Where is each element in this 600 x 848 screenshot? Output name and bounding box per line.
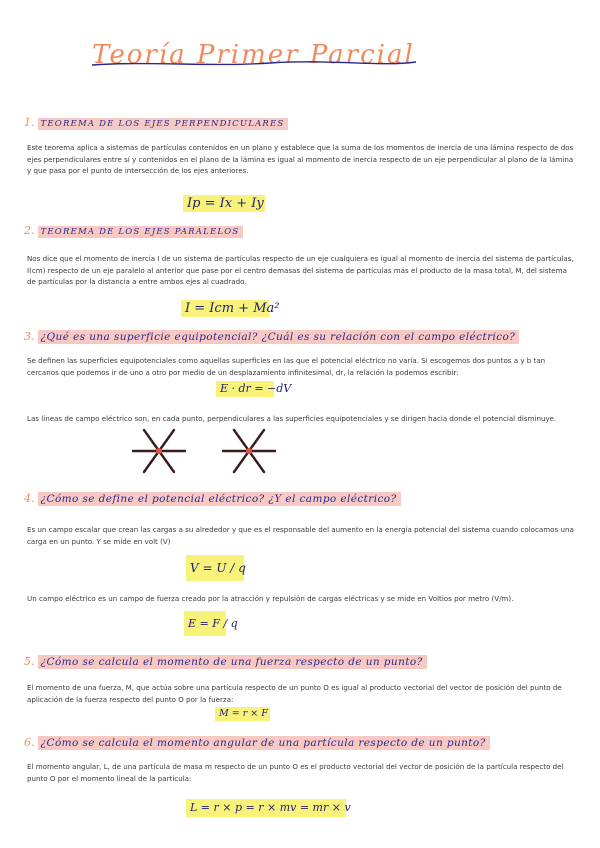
section-3-paragraph: Se definen las superficies equipotenciales como aquellas superficies en las que el potencial eléctrico no varía. Si escogemos dos puntos a y b tan cercanos que podemos ir de uno a otro por medio de un desplazamiento infinitesimal, dr, la relación la podemos escribir: xyxy=(27,356,546,377)
section-title: TEOREMA DE LOS EJES PERPENDICULARES xyxy=(38,118,289,130)
formula-equipotential: E · dr = −dV xyxy=(216,381,274,397)
formula-angular-momentum: L = r × p = r × mv = mr × v xyxy=(186,799,346,817)
section-6-heading xyxy=(24,736,490,752)
formula-perpendicular-axes: Ip = Ix + Iy xyxy=(183,195,265,212)
section-3-paragraph-2: Las líneas de campo eléctrico son, en cada punto, perpendiculares a las superficies equipotenciales y se dirigen hacia donde el potencial disminuye. xyxy=(27,414,557,423)
section-6-paragraph: El momento angular, L, de una partícula de masa m respecto de un punto O es el producto vectorial del vector de posición de la partícula respecto del punto O por el momento lineal de la partícula: xyxy=(27,762,564,783)
section-1-paragraph: Este teorema aplica a sistemas de partículas contenidos en un plano y establece que la suma de los momentos de inercia de una lámina respecto de dos ejes perpendiculares entre sí y contenidos en el plano de la lámina es igual al momento de inercia respecto de un eje perpendicular al plano de la lámina y que pasa por el punto de intersección de los ejes anteriores. xyxy=(27,143,574,175)
section-number: 5. xyxy=(24,655,35,668)
formula-parallel-axes: I = Icm + Ma² xyxy=(181,300,269,317)
formula-electric-potential: V = U / q xyxy=(186,555,244,581)
section-number: 1. xyxy=(24,116,35,129)
section-1-heading xyxy=(24,116,288,132)
section-2-paragraph: Nos dice que el momento de inercia I de un sistema de partículas respecto de un eje cualquiera es igual al momento de inercia del sistema de partículas, I(cm) respecto de un eje paralelo al anterior que pase por el centro demasas del sistema de partículas más el producto de la masa total, M, del sistema de partículas por la distancia a entre ambos ejes al cuadrado. xyxy=(27,254,574,286)
page-title: Teoría Primer Parcial xyxy=(92,40,415,70)
section-number: 6. xyxy=(24,736,35,749)
section-5-heading xyxy=(24,655,427,671)
title-strike-decoration xyxy=(90,55,420,75)
section-number: 4. xyxy=(24,492,35,505)
section-3-heading xyxy=(24,330,519,346)
field-lines-diagram-left xyxy=(128,420,190,482)
section-title: ¿Qué es una superficie equipotencial? ¿Cuál es su relación con el campo eléctrico? xyxy=(38,330,520,344)
formula-electric-field: E = F / q xyxy=(184,611,226,636)
section-4-paragraph-2: Un campo eléctrico es un campo de fuerza creado por la atracción y repulsión de cargas eléctricas y se mide en Voltios por metro (V/m). xyxy=(27,594,514,603)
section-5-paragraph: El momento de una fuerza, M, que actúa sobre una partícula respecto de un punto O es igual al producto vectorial del vector de posición del punto de aplicación de la fuerza respecto del punto O por la fuerza: xyxy=(27,683,562,704)
field-lines-diagram-right xyxy=(218,420,280,482)
section-title: ¿Cómo se calcula el momento de una fuerza respecto de un punto? xyxy=(38,655,427,669)
section-number: 2. xyxy=(24,224,35,237)
formula-torque: M = r × F xyxy=(215,707,270,721)
section-number: 3. xyxy=(24,330,35,343)
section-title: ¿Cómo se calcula el momento angular de una partícula respecto de un punto? xyxy=(38,736,490,750)
section-title: ¿Cómo se define el potencial eléctrico? ¿Y el campo eléctrico? xyxy=(38,492,401,506)
section-2-heading xyxy=(24,224,243,240)
section-title: TEOREMA DE LOS EJES PARALELOS xyxy=(38,226,244,238)
section-4-paragraph: Es un campo escalar que crean las cargas a su alrededor y que es el responsable del aumento en la energía potencial del sistema cuando colocamos una carga en un punto. Y se mide en volt (V) xyxy=(27,525,574,546)
section-4-heading xyxy=(24,492,401,508)
